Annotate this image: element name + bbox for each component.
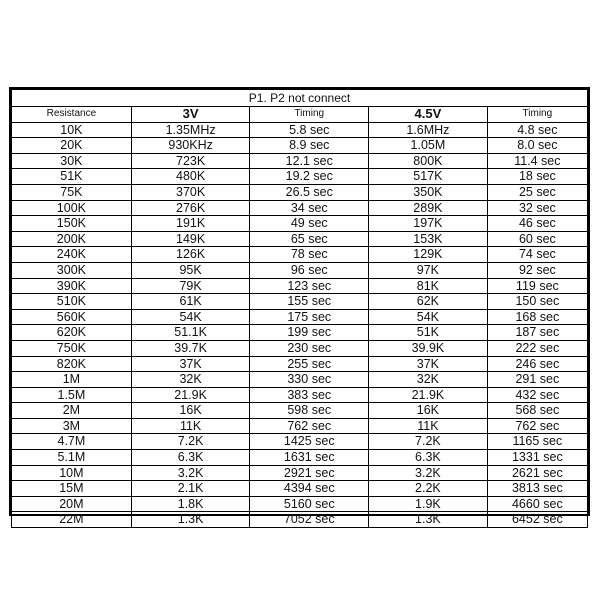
header-timing-4-5v: Timing (487, 107, 587, 123)
freq-4-5v-cell: 6.3K (369, 450, 488, 466)
table-row (12, 450, 588, 466)
timing-4-5v-cell: 568 sec (487, 403, 587, 419)
table-row (12, 325, 588, 341)
table-row (12, 512, 588, 528)
freq-4-5v-cell: 517K (369, 169, 488, 185)
timing-3v-cell: 199 sec (250, 325, 369, 341)
resistance-cell: 300K (12, 262, 132, 278)
freq-3v-cell: 126K (131, 247, 250, 263)
timing-4-5v-cell: 32 sec (487, 200, 587, 216)
timing-4-5v-cell: 18 sec (487, 169, 587, 185)
resistance-cell: 51K (12, 169, 132, 185)
timing-4-5v-cell: 1165 sec (487, 434, 587, 450)
timing-3v-cell: 26.5 sec (250, 184, 369, 200)
resistance-cell: 22M (12, 512, 132, 528)
resistance-cell: 750K (12, 340, 132, 356)
freq-3v-cell: 61K (131, 294, 250, 310)
table-row (12, 216, 588, 232)
resistance-cell: 200K (12, 231, 132, 247)
timing-4-5v-cell: 119 sec (487, 278, 587, 294)
table-row (12, 294, 588, 310)
table-row (12, 231, 588, 247)
timing-4-5v-cell: 2621 sec (487, 465, 587, 481)
table-body (12, 122, 588, 527)
freq-3v-cell: 480K (131, 169, 250, 185)
freq-4-5v-cell: 54K (369, 309, 488, 325)
freq-3v-cell: 2.1K (131, 481, 250, 497)
timing-3v-cell: 5.8 sec (250, 122, 369, 138)
table-row (12, 340, 588, 356)
freq-4-5v-cell: 197K (369, 216, 488, 232)
timing-3v-cell: 65 sec (250, 231, 369, 247)
timing-3v-cell: 330 sec (250, 372, 369, 388)
timing-3v-cell: 598 sec (250, 403, 369, 419)
freq-4-5v-cell: 153K (369, 231, 488, 247)
table-row (12, 200, 588, 216)
freq-4-5v-cell: 37K (369, 356, 488, 372)
timing-3v-cell: 255 sec (250, 356, 369, 372)
freq-4-5v-cell: 1.6MHz (369, 122, 488, 138)
table-row (12, 403, 588, 419)
timing-4-5v-cell: 11.4 sec (487, 153, 587, 169)
timing-4-5v-cell: 74 sec (487, 247, 587, 263)
freq-4-5v-cell: 7.2K (369, 434, 488, 450)
freq-4-5v-cell: 2.2K (369, 481, 488, 497)
timing-4-5v-cell: 168 sec (487, 309, 587, 325)
resistance-cell: 820K (12, 356, 132, 372)
timing-3v-cell: 230 sec (250, 340, 369, 356)
timing-3v-cell: 1425 sec (250, 434, 369, 450)
timing-3v-cell: 4394 sec (250, 481, 369, 497)
resistance-cell: 1M (12, 372, 132, 388)
freq-4-5v-cell: 800K (369, 153, 488, 169)
header-3v: 3V (131, 107, 250, 123)
freq-3v-cell: 95K (131, 262, 250, 278)
freq-3v-cell: 1.3K (131, 512, 250, 528)
resistance-cell: 100K (12, 200, 132, 216)
timing-table-frame (9, 87, 590, 527)
freq-4-5v-cell: 39.9K (369, 340, 488, 356)
timing-3v-cell: 49 sec (250, 216, 369, 232)
freq-4-5v-cell: 11K (369, 418, 488, 434)
freq-3v-cell: 191K (131, 216, 250, 232)
timing-4-5v-cell: 4660 sec (487, 496, 587, 512)
freq-4-5v-cell: 1.3K (369, 512, 488, 528)
timing-4-5v-cell: 150 sec (487, 294, 587, 310)
header-resistance: Resistance (12, 107, 132, 123)
table-title-row (12, 90, 588, 107)
freq-3v-cell: 7.2K (131, 434, 250, 450)
table-row (12, 481, 588, 497)
freq-3v-cell: 32K (131, 372, 250, 388)
timing-3v-cell: 8.9 sec (250, 138, 369, 154)
timing-3v-cell: 155 sec (250, 294, 369, 310)
resistance-cell: 10M (12, 465, 132, 481)
timing-3v-cell: 1631 sec (250, 450, 369, 466)
freq-3v-cell: 79K (131, 278, 250, 294)
header-row (12, 107, 588, 123)
timing-3v-cell: 2921 sec (250, 465, 369, 481)
resistance-cell: 560K (12, 309, 132, 325)
freq-3v-cell: 3.2K (131, 465, 250, 481)
timing-3v-cell: 19.2 sec (250, 169, 369, 185)
timing-3v-cell: 175 sec (250, 309, 369, 325)
resistance-cell: 390K (12, 278, 132, 294)
timing-3v-cell: 7052 sec (250, 512, 369, 528)
table-row (12, 247, 588, 263)
table-row (12, 169, 588, 185)
freq-3v-cell: 37K (131, 356, 250, 372)
timing-3v-cell: 96 sec (250, 262, 369, 278)
freq-4-5v-cell: 350K (369, 184, 488, 200)
timing-4-5v-cell: 46 sec (487, 216, 587, 232)
timing-3v-cell: 12.1 sec (250, 153, 369, 169)
timing-3v-cell: 123 sec (250, 278, 369, 294)
timing-4-5v-cell: 8.0 sec (487, 138, 587, 154)
resistance-cell: 5.1M (12, 450, 132, 466)
freq-3v-cell: 51.1K (131, 325, 250, 341)
table-row (12, 184, 588, 200)
resistance-cell: 620K (12, 325, 132, 341)
freq-4-5v-cell: 51K (369, 325, 488, 341)
freq-4-5v-cell: 289K (369, 200, 488, 216)
timing-3v-cell: 5160 sec (250, 496, 369, 512)
freq-4-5v-cell: 97K (369, 262, 488, 278)
freq-4-5v-cell: 1.05M (369, 138, 488, 154)
header-4-5v: 4.5V (369, 107, 488, 123)
timing-3v-cell: 34 sec (250, 200, 369, 216)
freq-4-5v-cell: 3.2K (369, 465, 488, 481)
timing-3v-cell: 383 sec (250, 387, 369, 403)
table-row (12, 309, 588, 325)
timing-4-5v-cell: 762 sec (487, 418, 587, 434)
table-row (12, 356, 588, 372)
timing-table (11, 89, 588, 528)
freq-3v-cell: 6.3K (131, 450, 250, 466)
timing-4-5v-cell: 3813 sec (487, 481, 587, 497)
freq-3v-cell: 1.8K (131, 496, 250, 512)
resistance-cell: 20K (12, 138, 132, 154)
resistance-cell: 30K (12, 153, 132, 169)
resistance-cell: 10K (12, 122, 132, 138)
resistance-cell: 75K (12, 184, 132, 200)
table-row (12, 387, 588, 403)
freq-4-5v-cell: 32K (369, 372, 488, 388)
freq-4-5v-cell: 1.9K (369, 496, 488, 512)
timing-4-5v-cell: 432 sec (487, 387, 587, 403)
timing-4-5v-cell: 246 sec (487, 356, 587, 372)
table-row (12, 122, 588, 138)
freq-4-5v-cell: 129K (369, 247, 488, 263)
freq-3v-cell: 16K (131, 403, 250, 419)
timing-4-5v-cell: 6452 sec (487, 512, 587, 528)
resistance-cell: 1.5M (12, 387, 132, 403)
resistance-cell: 3M (12, 418, 132, 434)
freq-3v-cell: 54K (131, 309, 250, 325)
resistance-cell: 150K (12, 216, 132, 232)
timing-4-5v-cell: 92 sec (487, 262, 587, 278)
resistance-cell: 15M (12, 481, 132, 497)
freq-3v-cell: 723K (131, 153, 250, 169)
freq-3v-cell: 370K (131, 184, 250, 200)
resistance-cell: 20M (12, 496, 132, 512)
resistance-cell: 2M (12, 403, 132, 419)
freq-3v-cell: 276K (131, 200, 250, 216)
table-title: P1. P2 not connect (12, 90, 588, 107)
resistance-cell: 4.7M (12, 434, 132, 450)
table-row (12, 496, 588, 512)
timing-4-5v-cell: 1331 sec (487, 450, 587, 466)
freq-3v-cell: 21.9K (131, 387, 250, 403)
table-row (12, 153, 588, 169)
timing-3v-cell: 762 sec (250, 418, 369, 434)
table-row (12, 372, 588, 388)
table-row (12, 465, 588, 481)
table-row (12, 418, 588, 434)
timing-4-5v-cell: 25 sec (487, 184, 587, 200)
resistance-cell: 240K (12, 247, 132, 263)
freq-4-5v-cell: 21.9K (369, 387, 488, 403)
freq-4-5v-cell: 81K (369, 278, 488, 294)
freq-3v-cell: 149K (131, 231, 250, 247)
timing-4-5v-cell: 60 sec (487, 231, 587, 247)
freq-4-5v-cell: 16K (369, 403, 488, 419)
table-row (12, 434, 588, 450)
timing-4-5v-cell: 4.8 sec (487, 122, 587, 138)
freq-3v-cell: 1.35MHz (131, 122, 250, 138)
freq-4-5v-cell: 62K (369, 294, 488, 310)
timing-4-5v-cell: 222 sec (487, 340, 587, 356)
timing-4-5v-cell: 291 sec (487, 372, 587, 388)
resistance-cell: 510K (12, 294, 132, 310)
timing-4-5v-cell: 187 sec (487, 325, 587, 341)
freq-3v-cell: 930KHz (131, 138, 250, 154)
timing-3v-cell: 78 sec (250, 247, 369, 263)
table-row (12, 138, 588, 154)
table-row (12, 262, 588, 278)
header-timing-3v: Timing (250, 107, 369, 123)
table-row (12, 278, 588, 294)
freq-3v-cell: 39.7K (131, 340, 250, 356)
freq-3v-cell: 11K (131, 418, 250, 434)
